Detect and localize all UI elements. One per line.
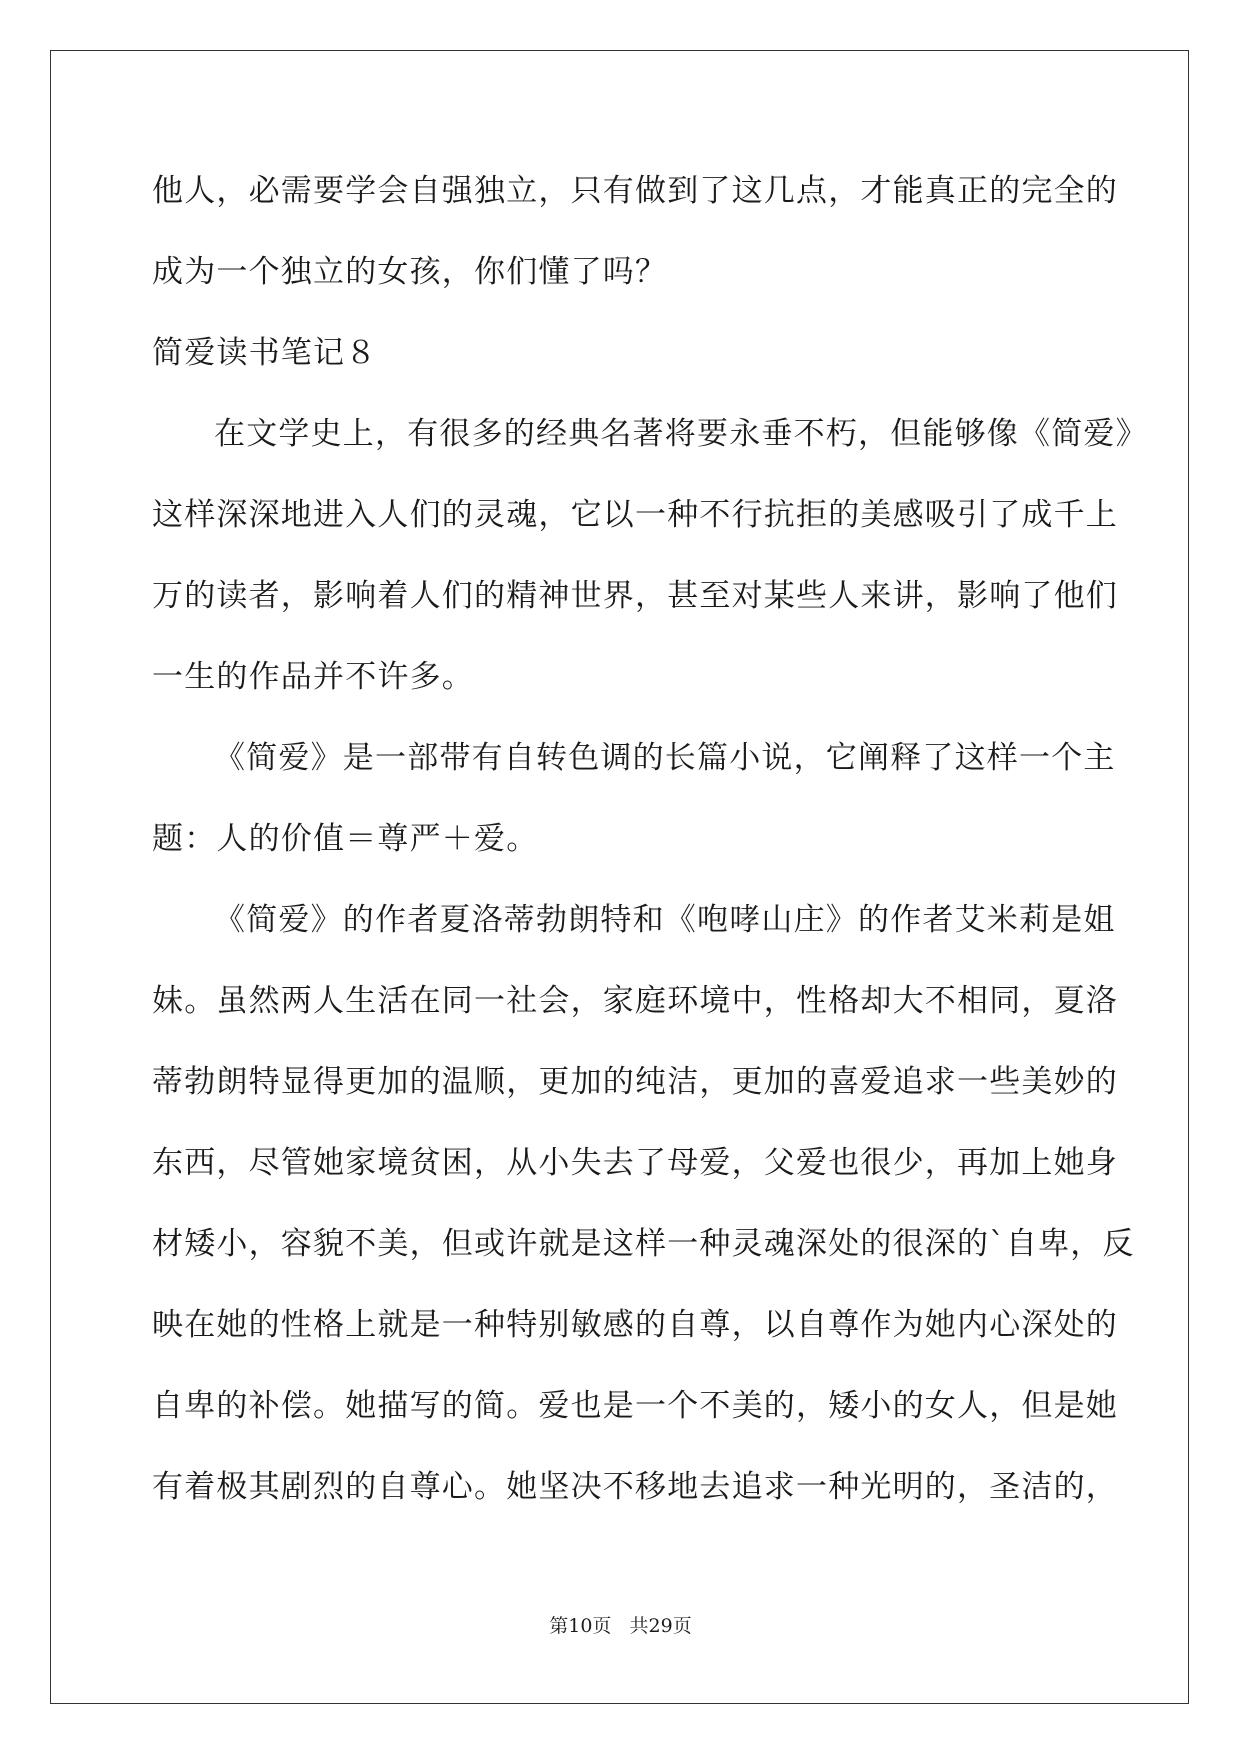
page-footer: 第10页 共29页 [549,1615,692,1637]
text-line: 自卑的补偿。她描写的简。爱也是一个不美的，矮小的女人，但是她 [152,1388,1118,1424]
paragraph-first-line: 在文学史上，有很多的经典名著将要永垂不朽，但能够像《简爱》 [214,416,1148,452]
text-line: 他人，必需要学会自强独立，只有做到了这几点，才能真正的完全的 [152,173,1118,209]
text-line: 有着极其剧烈的自尊心。她坚决不移地去追求一种光明的，圣洁的， [152,1469,1118,1505]
text-line: 题：人的价值＝尊严＋爱。 [152,821,539,857]
text-line: 映在她的性格上就是一种特别敏感的自尊，以自尊作为她内心深处的 [152,1307,1118,1343]
text-line: 万的读者，影响着人们的精神世界，甚至对某些人来讲，影响了他们 [152,578,1118,614]
text-line: 蒂勃朗特显得更加的温顺，更加的纯洁，更加的喜爱追求一些美妙的 [152,1064,1118,1100]
document-body [152,156,1148,1533]
text-line: 成为一个独立的女孩，你们懂了吗？ [152,254,668,290]
text-line: 一生的作品并不许多。 [152,659,474,695]
section-heading: 简爱读书笔记８ [152,335,378,371]
text-line: 材矮小，容貌不美，但或许就是这样一种灵魂深处的很深的`自卑，反 [152,1226,1135,1262]
paragraph-first-line: 《简爱》是一部带有自转色调的长篇小说，它阐释了这样一个主 [214,740,1116,776]
text-line: 这样深深地进入人们的灵魂，它以一种不行抗拒的美感吸引了成千上 [152,497,1118,533]
text-line: 妹。虽然两人生活在同一社会，家庭环境中，性格却大不相同，夏洛 [152,983,1118,1019]
paragraph-first-line: 《简爱》的作者夏洛蒂勃朗特和《咆哮山庄》的作者艾米莉是姐 [214,902,1116,938]
text-line: 东西，尽管她家境贫困，从小失去了母爱，父爱也很少，再加上她身 [152,1145,1118,1181]
